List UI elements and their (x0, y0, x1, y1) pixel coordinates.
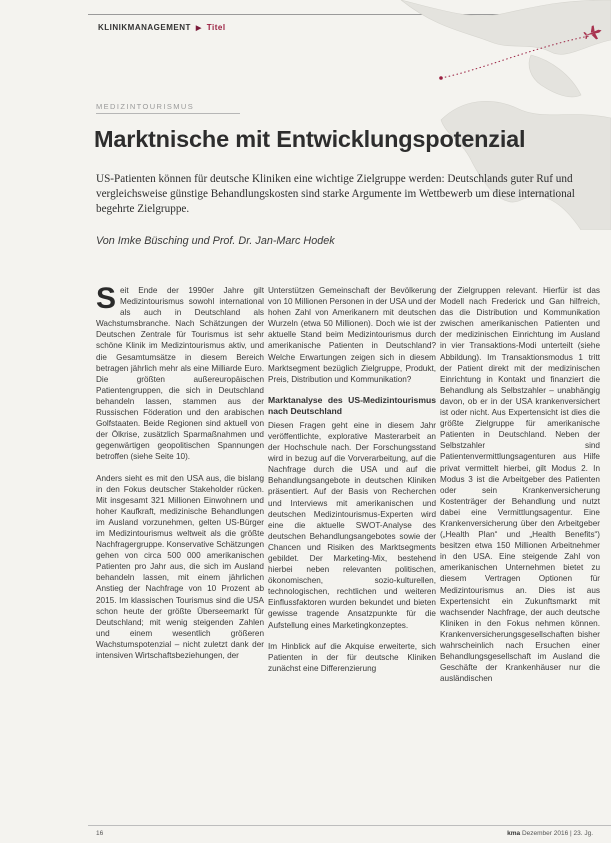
column-2-paragraph-1: Unterstützen Gemeinschaft der Bevölkerung von 10 Millionen Personen in der USA und der hohen Zahl von Amerikanern mit deutschen Wurzeln (etwa 50 Millionen). Doch wie ist der aktuelle Stand beim Medizintourismus durch amerikanische Patienten in Deutschland? Welche Erwartungen zeigen sich in diesem Marktsegment bezüglich Zielgruppe, Produkt, Preis, Distribution und Kommunikation? (268, 286, 436, 384)
column-2-paragraph-3: Im Hinblick auf die Akquise erweiterte, sich Patienten in der für deutsche Kliniken zunächst eine Differenzierung (268, 641, 436, 673)
footer-rule (88, 825, 611, 826)
breadcrumb-current: Titel (206, 23, 226, 32)
column-2-paragraph-2: Diesen Fragen geht eine in diesem Jahr veröffentlichte, explorative Masterarbeit an der Hochschule nach. Der Forschungsstand wird in bezug auf die Vorverarbeitung, auf die Nachfrage durch die USA und auf die Behandlungsangebote in deutschen Kliniken präsentiert. Auf der Basis von Recherchen und Interviews mit amerikanischen und deutschen Medizintourismus-Experten wird eine die aktuelle SWOT-Analyse des deutschen Behandlungsangebotes sowie der Chancen und Risiken des Marktsegments gebildet. Der Marketing-Mix, bestehend hierbei neben relevanten politischen, ökonomischen, sozio-kulturellen, technologischen, rechtlichen und weiteren Einflussfaktoren wurden bekundet und bieten gewisse tragende Ansatzpunkte für die Aufstellung eines Marketingkonzeptes. (268, 420, 436, 630)
article-rubric: MEDIZINTOURISMUS (96, 102, 195, 111)
breadcrumb (98, 23, 226, 32)
column-3-paragraph-1: der Zielgruppen relevant. Hierfür ist das Modell nach Frederick und Gan hilfreich, das die Distribution und Kommunikation zwischen amerikanischen Patienten und der medizinischen Einrichtung im Ausland in vier Transaktions-Modi unterteilt (siehe Abbildung). Im Transaktionsmodus 1 tritt der Patient direkt mit der medizinischen Einrichtung in Kontakt und finanziert die Behandlung als Selbstzahler – unabhängig davon, ob er in der USA krankenversichert ist oder nicht. Aus Expertensicht ist dies die größte Zielgruppe für amerikanische Patienten in Deutschland. Neben der Selbstzahler sind Patientenvermittlungsagenturen aus Hilfe privat vermittelt hierbei, gilt Modus 2. In Modus 3 ist die Arbeitgeber des Patienten oder sein Krankenversicherung Kostenträger der Behandlung und nutzt dabei eine Vermittlungsagentur. Eine Krankenversicherung über den Arbeitgeber („Health Plan“ und „Health Benefits“) besitzen etwa 150 Millionen Arbeitnehmer in den USA. Eine steigende Zahl von amerikanischen Unternehmen bietet zu diesem Vertragen Optionen für Medizintourismus an. Dies ist aus Expertensicht ein Zukunftsmarkt mit wachsender Nachfrage, der auch deutsche Kliniken in den Fokus nehmen können. Krankenversicherungsgesellschaften bisher wahrscheinlich nach Ersuchen einer Behandlungsgesellschaft im Ausland die Geschäfte der Krankenhäuser nur die ausländischen (440, 286, 600, 684)
rubric-divider (96, 113, 240, 114)
article-column-3 (440, 285, 600, 694)
section-heading: Marktanalyse des US-Medizintourismus nach Deutschland (268, 394, 436, 416)
magazine-brand: kma (507, 830, 521, 837)
article-byline: Von Imke Büsching und Prof. Dr. Jan-Marc Hodek (96, 235, 335, 247)
article-lead: US-Patienten können für deutsche Kliniken eine wichtige Zielgruppe werden: Deutschlands guter Ruf und vergleichsweise günstige Behandlungskosten sind starke Argumente im Wettbewerb um diese international begehrte Zielgruppe. (96, 173, 575, 215)
page-number: 16 (96, 830, 104, 837)
column-1-paragraph-2: Anders sieht es mit den USA aus, die bislang in den Fokus deutscher Stakeholder rücken. Mit insgesamt 321 Millionen Einwohnern und hoher Kaufkraft, medizinische Behandlungen im Ausland vorzunehmen, gelten US-Bürger im Medizintourismus weltweit als die größte Nachfragergruppe. Konservative Schätzungen gehen von circa 500 000 amerikanischen Patienten pro Jahr aus, die sich im Ausland behandeln lassen, mit einem jährlichen Anstieg der Nachfrage von 10 Prozent ab 2015. Im klassischen Tourismus sind die USA schon heute der größte Überseemarkt für Deutschland; mit wenig steigenden Zahlen und einem wesentlich größeren Wachstumspotenzial – nicht zuletzt dank der intensiven Wirtschaftsbeziehungen, der (96, 473, 264, 660)
breadcrumb-section: KLINIKMANAGEMENT (98, 23, 191, 32)
column-1-paragraph-1 (96, 282, 264, 463)
article-title: Marktnische mit Entwicklungspotenzial (94, 126, 526, 152)
footer-issue (507, 830, 593, 837)
column-1-paragraph-1-text: eit Ende der 1990er Jahre gilt Medizintourismus sowohl international als auch in Deutschland als Wachstumsbranche. Nach Schätzungen der Deutschen Zentrale für Tourismus ist sehr schöne Klinik im Medizintourismus aktiv, und die Gesamtumsätze in diesem Bereich betragen jährlich mehr als eine Milliarde Euro. Die größten außereuropäischen Patientengruppen, die sich in Deutschland behandeln lassen, stammen aus der Russischen Föderation und den arabischen Golfstaaten. Beide Regionen sind aktuell von der Ölkrise, zusätzlich Sparmaßnahmen und gegenwärtigen geopolitischen Spannungen betroffen (siehe Seite 10). (96, 286, 264, 462)
breadcrumb-arrow-icon: ▶ (195, 25, 202, 32)
article-column-1 (96, 282, 264, 671)
article-column-2 (268, 285, 436, 684)
drop-cap: S (96, 282, 117, 315)
issue-info: Dezember 2016 | 23. Jg. (521, 830, 593, 837)
